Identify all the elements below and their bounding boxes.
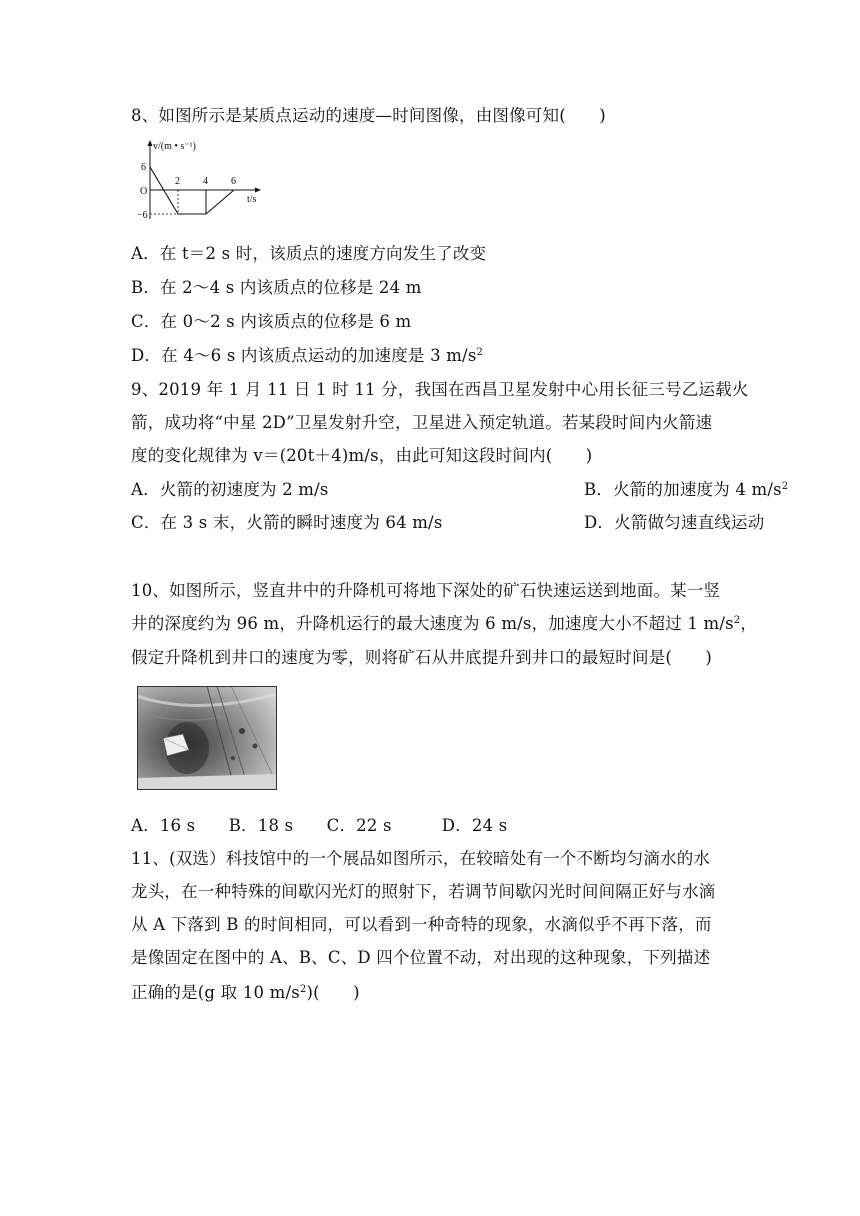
- x-axis-label: t/s: [247, 194, 257, 205]
- q11-stem-line5: 正确的是(g 取 10 $m/s^2$)( ): [131, 983, 360, 1002]
- y-axis-label: v/(m • s⁻¹): [153, 141, 196, 152]
- origin-label: O: [140, 186, 148, 197]
- q9-option-c: C．在 3 s 末，火箭的瞬时速度为 64 m/s: [131, 513, 443, 532]
- velocity-time-graph: [136, 139, 264, 221]
- y-tick-neg6: −6: [137, 210, 148, 221]
- q9-option-d: D．火箭做匀速直线运动: [584, 513, 765, 532]
- mine-shaft-photo: [137, 686, 277, 790]
- q10-stem-line3: 假定升降机到井口的速度为零，则将矿石从井底提升到井口的最短时间是( ): [131, 648, 713, 667]
- y-tick-6: 6: [141, 162, 146, 173]
- q8-option-c: C．在 0～2 s 内该质点的位移是 6 m: [131, 312, 412, 331]
- x-tick-2: 2: [175, 176, 180, 187]
- q9-stem-line2: 箭，成功将“中星 2D”卫星发射升空，卫星进入预定轨道。若某段时间内火箭速: [131, 413, 713, 432]
- q9-option-a: A．火箭的初速度为 2 m/s: [131, 480, 329, 499]
- q9-options-row2: [131, 512, 765, 534]
- q8-option-d: D．在 4～6 s 内该质点运动的加速度是 3 $m/s^2$: [131, 346, 484, 365]
- q10-options: A．16 s B．18 s C．22 s D．24 s: [131, 816, 508, 835]
- q9-stem-line3: 度的变化规律为 v＝(20t＋4)m/s，由此可知这段时间内( ): [131, 446, 593, 465]
- q11-stem-line1: 11、(双选）科技馆中的一个展品如图所示，在较暗处有一个不断均匀滴水的水: [131, 849, 711, 868]
- q8-option-b: B．在 2～4 s 内该质点的位移是 24 m: [131, 278, 422, 297]
- q9-options-row1: [131, 479, 789, 501]
- q10-stem-line2: 井的深度约为 96 m，升降机运行的最大速度为 6 m/s，加速度大小不超过 1 $m/s^2$，: [131, 614, 758, 633]
- q10-stem-line1: 10、如图所示，竖直井中的升降机可将地下深处的矿石快速运送到地面。某一竖: [131, 581, 721, 600]
- q8-stem: 8、如图所示是某质点运动的速度—时间图像，由图像可知( ): [131, 106, 606, 125]
- q11-stem-line2: 龙头，在一种特殊的间歇闪光灯的照射下，若调节间歇闪光时间间隔正好与水滴: [131, 882, 716, 901]
- q8-option-a: A．在 t＝2 s 时，该质点的速度方向发生了改变: [131, 244, 487, 263]
- q9-option-b: B．火箭的加速度为 4 $m/s^2$: [584, 480, 789, 499]
- q11-stem-line4: 是像固定在图中的 A、B、C、D 四个位置不动，对出现的这种现象，下列描述: [131, 948, 711, 967]
- q11-stem-line3: 从 A 下落到 B 的时间相同，可以看到一种奇特的现象，水滴似乎不再下落，而: [131, 915, 712, 934]
- q9-stem-line1: 9、2019 年 1 月 11 日 1 时 11 分，我国在西昌卫星发射中心用长征三号乙运载火: [131, 380, 749, 399]
- x-tick-6: 6: [231, 176, 236, 187]
- x-tick-4: 4: [203, 176, 208, 187]
